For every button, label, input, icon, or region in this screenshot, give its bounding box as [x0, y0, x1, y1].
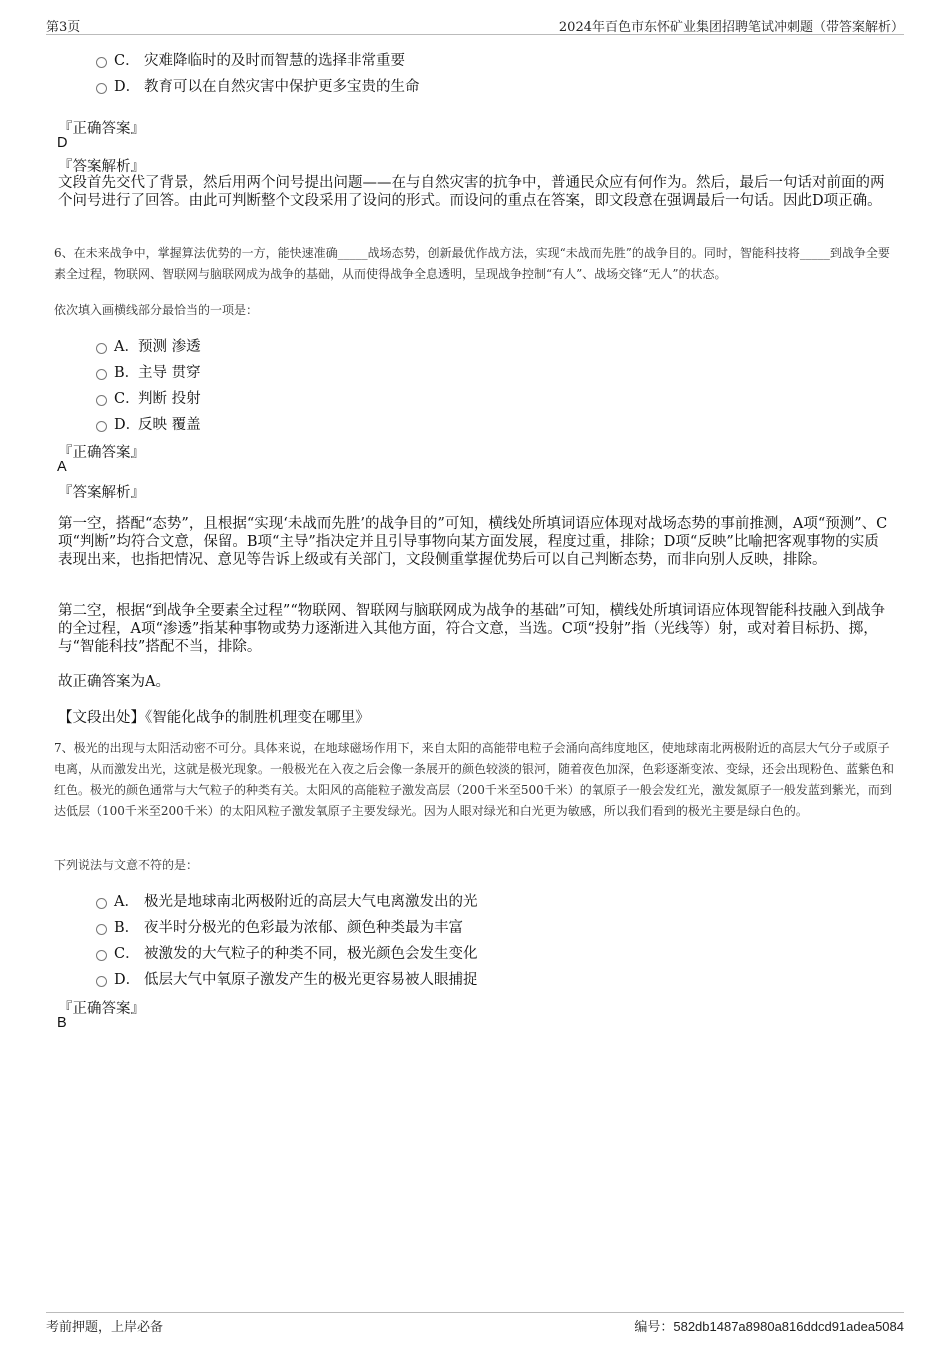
radio-icon[interactable] — [96, 83, 107, 94]
radio-icon[interactable] — [96, 976, 107, 987]
analysis-label: 『答案解析』 — [58, 485, 145, 501]
option-a[interactable]: A．预测 渗透 — [96, 335, 201, 356]
answer-value: B — [57, 1015, 67, 1031]
option-d[interactable]: D． 教育可以在自然灾害中保护更多宝贵的生命 — [96, 75, 420, 96]
document-code — [634, 1316, 904, 1335]
page-footer — [46, 1312, 904, 1335]
analysis-paragraph-1: 第一空，搭配“态势”，且根据“实现‘未战而先胜’的战争目的”可知，横线处所填词语应体现对战场态势的事前推测，A项“预测”、C项“判断”均符合文意，保留。B项“主导”指决定并且引导事物向某方面发展，程度过重，排除；D项“反映”比喻把客观事物的实质表现出来，也指把情况、意见等告诉上级或有关部门，文段侧重掌握优势后可以自己判断态势，而非向别人反映，排除。 — [58, 516, 888, 568]
radio-icon[interactable] — [96, 898, 107, 909]
option-c[interactable]: C．判断 投射 — [96, 387, 201, 408]
option-d[interactable]: D．反映 覆盖 — [96, 413, 201, 434]
footer-slogan: 考前押题，上岸必备 — [46, 1320, 164, 1335]
radio-icon[interactable] — [96, 343, 107, 354]
option-c[interactable]: C． 被激发的大气粒子的种类不同，极光颜色会发生变化 — [96, 942, 478, 963]
document-title: 2024年百色市东怀矿业集团招聘笔试冲刺题（带答案解析） — [558, 20, 904, 35]
answer-value: A — [57, 459, 67, 475]
question-text: 6、在未来战争中，掌握算法优势的一方，能快速准确_____战场态势，创新最优作战方法，实现“未战而先胜”的战争目的。同时，智能科技将_____到战争全要素全过程，物联网、智联网与脑联网成为战争的基础，从而使得战争全息透明，呈现战争控制“有人”、战场交锋“无人”的状态。 — [54, 246, 890, 281]
answer-label: 『正确答案』 — [58, 121, 145, 137]
analysis-conclusion: 故正确答案为A。 — [58, 674, 170, 690]
radio-icon[interactable] — [96, 57, 107, 68]
option-b[interactable]: B．主导 贯穿 — [96, 361, 201, 382]
answer-value: D — [57, 135, 68, 151]
answer-label: 『正确答案』 — [58, 445, 145, 461]
option-c[interactable]: C． 灾难降临时的及时而智慧的选择非常重要 — [96, 49, 405, 70]
radio-icon[interactable] — [96, 950, 107, 961]
analysis-text: 文段首先交代了背景，然后用两个问号提出问题——在与自然灾害的抗争中，普通民众应有何作为。然后，最后一句话对前面的两个问号进行了回答。由此可判断整个文段采用了设问的形式。而设问的重点在答案，即文段意在强调最后一句话。因此D项正确。 — [58, 175, 885, 209]
option-d[interactable]: D． 低层大气中氧原子激发产生的极光更容易被人眼捕捉 — [96, 968, 478, 989]
radio-icon[interactable] — [96, 369, 107, 380]
option-b[interactable]: B． 夜半时分极光的色彩最为浓郁、颜色种类最为丰富 — [96, 916, 463, 937]
code-value: 582db1487a8980a816ddcd91adea5084 — [673, 1319, 904, 1334]
analysis-label: 『答案解析』 — [58, 159, 145, 175]
code-label: 编号： — [634, 1320, 674, 1335]
radio-icon[interactable] — [96, 395, 107, 406]
radio-icon[interactable] — [96, 421, 107, 432]
question-prompt: 依次填入画横线部分最恰当的一项是： — [54, 303, 259, 317]
option-a[interactable]: A． 极光是地球南北两极附近的高层大气电离激发出的光 — [96, 890, 478, 911]
answer-label: 『正确答案』 — [58, 1001, 145, 1017]
page-number: 第3页 — [46, 20, 81, 35]
question-prompt: 下列说法与文意不符的是： — [54, 858, 199, 872]
passage-source: 【文段出处】《智能化战争的制胜机理变在哪里》 — [58, 710, 370, 726]
radio-icon[interactable] — [96, 924, 107, 935]
question-text: 7、极光的出现与太阳活动密不可分。具体来说，在地球磁场作用下，来自太阳的高能带电粒子会涌向高纬度地区，使地球南北两极附近的高层大气分子或原子电离，从而激发出光，这就是极光现象。一般极光在入夜之后会像一条展开的颜色较淡的银河，随着夜色加深，色彩逐渐变浓、变绿，还会出现粉色、蓝紫色和红色。极光的颜色通常与大气粒子的种类有关。太阳风的高能粒子激发高层（200千米至500千米）的氧原子一般会发红光，激发氮原子一般发蓝到紫光，而到达低层（100千米至200千米）的太阳风粒子激发氧原子主要发绿光。因为人眼对绿光和白光更为敏感，所以我们看到的极光主要是绿白色的。 — [54, 741, 895, 818]
page-header — [46, 16, 904, 35]
analysis-paragraph-2: 第二空，根据“到战争全要素全过程”“物联网、智联网与脑联网成为战争的基础”可知，横线处所填词语应体现智能科技融入到战争的全过程，A项“渗透”指某种事物或势力逐渐进入其他方面，符合文意，当选。C项“投射”指（光线等）射，或对着目标扔、掷，与“智能科技”搭配不当，排除。 — [58, 603, 886, 655]
